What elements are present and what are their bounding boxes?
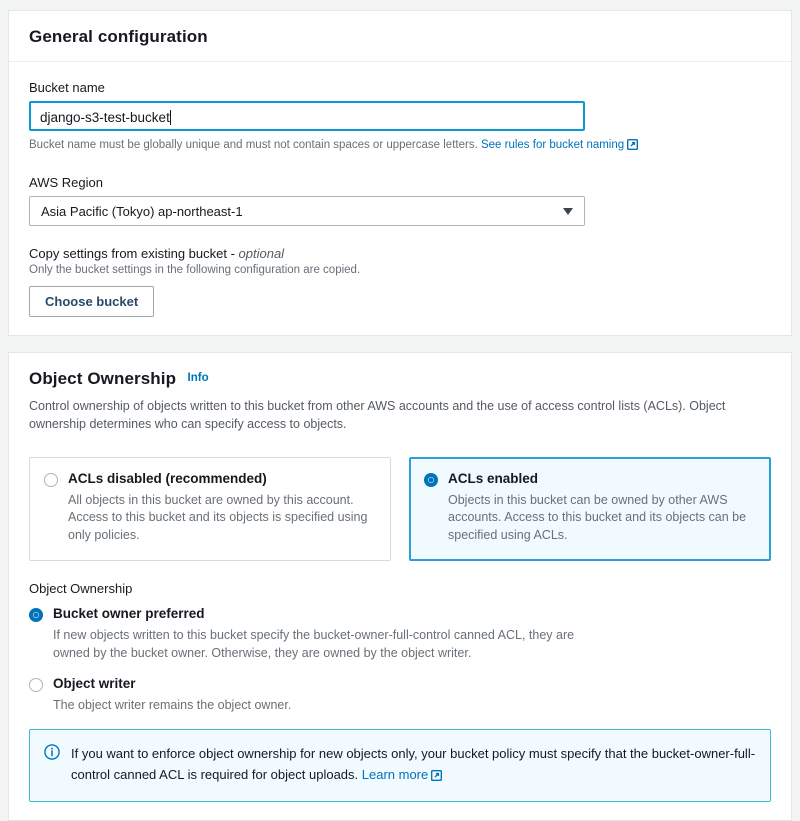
choose-bucket-button[interactable]: Choose bucket	[29, 286, 154, 317]
copy-settings-helper: Only the bucket settings in the following configuration are copied.	[29, 264, 361, 277]
object-ownership-radio-group	[29, 581, 771, 715]
external-link-icon-alert	[431, 766, 442, 787]
copy-settings-optional: optional	[238, 246, 285, 262]
tile-acls-enabled-title: ACLs enabled	[448, 471, 539, 487]
object-ownership-description: Control ownership of objects written to this bucket from other AWS accounts and the use of access control lists (ACLs). Object ownership determines who can specify access to objects.	[29, 399, 726, 432]
info-link[interactable]: Info	[187, 372, 209, 385]
bucket-name-label: Bucket name	[29, 80, 105, 95]
tile-acls-disabled-desc: All objects in this bucket are owned by this account. Access to this bucket and its objects is specified using only policies.	[68, 492, 368, 543]
general-configuration-header	[9, 11, 791, 62]
radio-bucket-owner-preferred-label: Bucket owner preferred	[53, 605, 205, 621]
learn-more-link[interactable]: Learn more	[361, 766, 429, 782]
bucket-name-value: django-s3-test-bucket	[40, 109, 170, 125]
radio-object-writer[interactable]	[29, 678, 43, 692]
radio-row-bucket-owner-preferred[interactable]	[29, 606, 771, 662]
radio-acls-enabled[interactable]	[424, 473, 438, 487]
radio-object-writer-label: Object writer	[53, 676, 136, 692]
alert-message: If you want to enforce object ownership for new objects only, your bucket policy must specify that the bucket-owner-full-control canned ACL is required for object uploads.	[71, 745, 756, 782]
copy-settings-text: Copy settings from existing bucket -	[29, 246, 239, 262]
aws-region-label: AWS Region	[29, 175, 103, 191]
aws-region-value: Asia Pacific (Tokyo) ap-northeast-1	[41, 203, 243, 219]
aws-region-select[interactable]	[29, 196, 585, 226]
text-cursor	[170, 110, 171, 125]
info-circle-icon	[44, 744, 60, 787]
alert-text	[71, 743, 756, 787]
radio-bucket-owner-preferred-desc: If new objects written to this bucket specify the bucket-owner-full-control canned ACL, they are owned by the bucket owner. Otherwise, they are owned by the object writer.	[53, 627, 575, 661]
acl-tiles	[29, 457, 771, 560]
radio-object-writer-desc: The object writer remains the object owner.	[53, 698, 292, 713]
radio-acls-disabled[interactable]	[44, 473, 58, 487]
object-ownership-group-label: Object Ownership	[29, 580, 133, 596]
general-configuration-body	[9, 62, 791, 335]
bucket-naming-rules-link[interactable]: See rules for bucket naming	[480, 139, 625, 151]
copy-settings-label	[29, 246, 771, 261]
tile-acls-disabled[interactable]	[29, 457, 391, 560]
page-title: General configuration	[29, 27, 208, 46]
tile-acls-enabled[interactable]	[409, 457, 771, 560]
general-configuration-card	[8, 10, 792, 336]
bucket-name-helper-text: Bucket name must be globally unique and must not contain spaces or uppercase letters.	[29, 139, 478, 151]
object-ownership-card	[8, 352, 792, 821]
object-ownership-info-alert	[29, 729, 771, 802]
bucket-name-input[interactable]	[29, 101, 585, 131]
object-ownership-header	[9, 353, 791, 397]
object-ownership-body	[9, 447, 791, 819]
radio-row-object-writer[interactable]	[29, 676, 771, 714]
object-ownership-title: Object Ownership	[29, 369, 177, 389]
tile-acls-disabled-title: ACLs disabled (recommended)	[68, 471, 267, 487]
bucket-name-helper	[29, 137, 771, 155]
radio-bucket-owner-preferred[interactable]	[29, 608, 43, 622]
chevron-down-icon	[563, 208, 573, 215]
external-link-icon	[627, 139, 638, 155]
tile-acls-enabled-desc: Objects in this bucket can be owned by other AWS accounts. Access to this bucket and its objects can be specified using ACLs.	[448, 492, 747, 543]
